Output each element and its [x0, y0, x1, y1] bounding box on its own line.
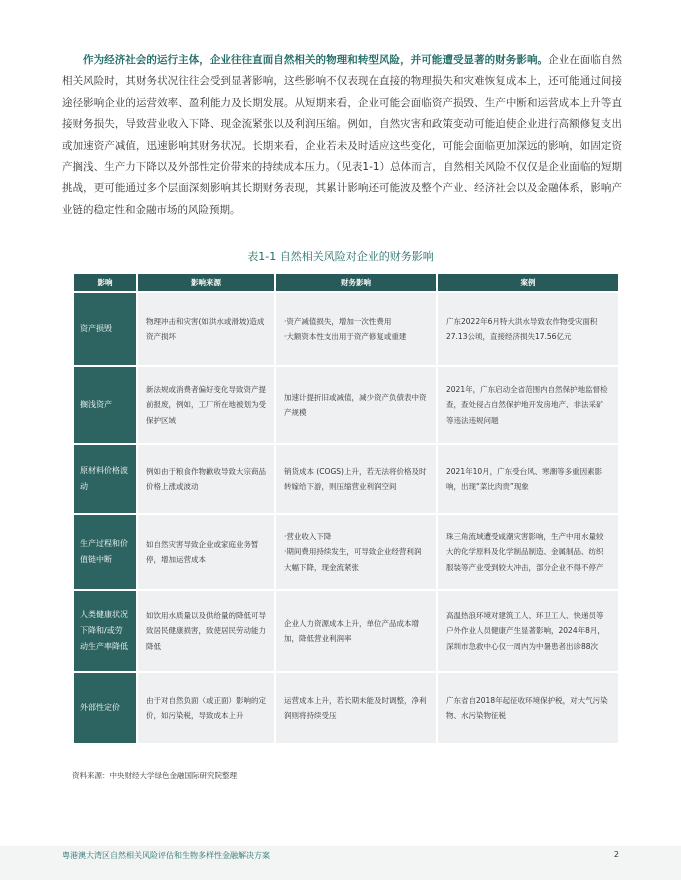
row-source: 物理冲击和灾害(如洪水或滑坡)造成资产损坏	[138, 293, 274, 365]
row-financial: 运营成本上升，若长期未能及时调整，净利润则将持续受压	[276, 673, 436, 743]
row-case: 2021年10月，广东受台风、寒潮等多重因素影响，出现“菜比肉贵”现象	[438, 445, 618, 513]
row-source: 例如由于粮食作物歉收导致大宗商品价格上涨或波动	[138, 445, 274, 513]
row-case: 高温热浪环境对建筑工人、环卫工人、快递员等户外作业人员健康产生显著影响，2024年8月，深圳市急救中心仅一周内为中暑患者出诊88次	[438, 591, 618, 671]
financial-impact-table	[72, 272, 620, 745]
header-case: 案例	[438, 274, 618, 291]
table-row	[74, 591, 618, 671]
row-impact: 人类健康状况下降和/或劳动生产率降低	[74, 591, 136, 671]
row-financial: 加速计提折旧或减值，减少资产负债表中资产规模	[276, 367, 436, 443]
row-impact: 资产损毁	[74, 293, 136, 365]
header-source: 影响来源	[138, 274, 274, 291]
intro-paragraph	[62, 50, 622, 221]
row-impact: 外部性定价	[74, 673, 136, 743]
row-case: 珠三角流域遭受咸潮灾害影响，生产中用水量较大的化学原料及化学制品制造、金属制品、纺织服装等产业受到较大冲击，部分企业不得不停产	[438, 515, 618, 589]
row-financial: 销货成本 (COGS)上升，若无法将价格及时转嫁给下游，则压缩营业利润空间	[276, 445, 436, 513]
source-note: 资料来源：中央财经大学绿色金融国际研究院整理	[72, 771, 237, 780]
header-impact: 影响	[74, 274, 136, 291]
row-financial: 企业人力资源成本上升，单位产品成本增加，降低营业利润率	[276, 591, 436, 671]
row-impact: 生产过程和价值链中断	[74, 515, 136, 589]
table-row	[74, 293, 618, 365]
table-row	[74, 673, 618, 743]
table-row	[74, 515, 618, 589]
intro-highlight: 作为经济社会的运行主体，企业往往直面自然相关的物理和转型风险，并可能遭受显著的财务影响。	[83, 54, 549, 66]
row-source: 如饮用水质量以及供给量的降低可导致居民健康损害，致使居民劳动能力降低	[138, 591, 274, 671]
header-financial: 财务影响	[276, 274, 436, 291]
page-number: 2	[613, 850, 619, 859]
table-row	[74, 445, 618, 513]
row-case: 广东2022年6月特大洪水导致农作物受灾面积27.13公顷，直接经济损失17.56亿元	[438, 293, 618, 365]
table-title: 表1-1 自然相关风险对企业的财务影响	[247, 250, 434, 263]
footer-title: 粤港澳大湾区自然相关风险评估和生物多样性金融解决方案	[62, 851, 270, 860]
table-row	[74, 367, 618, 443]
row-impact: 原材料价格波动	[74, 445, 136, 513]
row-financial: ·营业收入下降 ·期间费用持续发生，可导致企业经营利润大幅下降，现金流紧张	[276, 515, 436, 589]
row-case: 广东省自2018年起征收环境保护税，对大气污染物、水污染物征税	[438, 673, 618, 743]
intro-body: 企业在面临自然相关风险时，其财务状况往往会受到显著影响，这些影响不仅表现在直接的物理损失和灾难恢复成本上，还可能通过间接途径影响企业的运营效率、盈利能力及长期发展。从短期来看，企业可能会面临资产损毁、生产中断和运营成本上升等直接财务损失，导致营业收入下降、现金流紧张以及利润压缩。例如，自然灾害和政策变动可能迫使企业进行高额修复支出或加速资产减值，迅速影响其财务状况。长期来看，企业若未及时适应这些变化，可能会面临更加深远的影响，如固定资产搁浅、生产力下降以及外部性定价带来的持续成本压力。（见表1-1）总体而言，自然相关风险不仅仅是企业面临的短期挑战，更可能通过多个层面深刻影响其长期财务表现，其累计影响还可能波及整个产业、经济社会以及金融体系，影响产业链的稳定性和金融市场的风险预期。	[62, 54, 622, 216]
row-source: 由于对自然负面（或正面）影响的定价，如污染税，导致成本上升	[138, 673, 274, 743]
row-source: 新法规或消费者偏好变化导致资产提前报废，例如，工厂所在地被划为受保护区域	[138, 367, 274, 443]
row-source: 如自然灾害导致企业或家庭业务暂停，增加运营成本	[138, 515, 274, 589]
row-financial: ·资产减值损失，增加一次性费用 ·大额资本性支出用于资产修复或重建	[276, 293, 436, 365]
row-case: 2021年，广东启动全省范围内自然保护地监督检查，查处侵占自然保护地开发房地产、非法采矿等违法违规问题	[438, 367, 618, 443]
table-header-row	[74, 274, 618, 291]
row-impact: 搁浅资产	[74, 367, 136, 443]
